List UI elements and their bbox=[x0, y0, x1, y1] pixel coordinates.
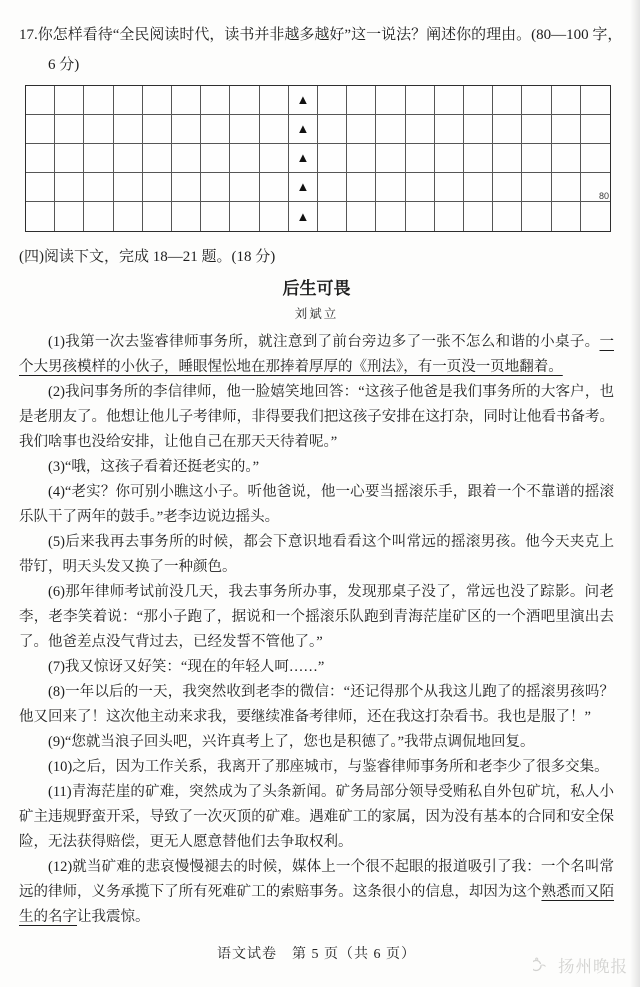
paragraph-text: (5)后来我再去事务所的时候，都会下意识地看看这个叫常远的摇滚男孩。他今天夹克上带钉，明天头发又换了一种颜色。 bbox=[19, 534, 614, 575]
passage-paragraphs bbox=[19, 330, 614, 930]
grid-cell bbox=[522, 202, 551, 231]
grid-cell bbox=[230, 144, 259, 173]
grid-cell bbox=[464, 86, 493, 115]
grid-cell bbox=[435, 86, 464, 115]
grid-cell bbox=[84, 115, 113, 144]
grid-cell bbox=[552, 115, 581, 144]
passage-paragraph bbox=[19, 580, 614, 655]
grid-cell bbox=[522, 115, 551, 144]
grid-cell bbox=[493, 202, 522, 231]
grid-cell bbox=[376, 202, 405, 231]
grid-cell bbox=[143, 173, 172, 202]
grid-cell bbox=[464, 115, 493, 144]
underlined-phrase: 一个大男孩模样的小伙子，睡眼惺忪地在那捧着厚厚的《刑法》，有一页没一页地翻着。 bbox=[19, 334, 614, 375]
grid-cell bbox=[26, 173, 55, 202]
grid-cell bbox=[172, 144, 201, 173]
grid-cell bbox=[260, 86, 289, 115]
grid-cell bbox=[201, 115, 230, 144]
grid-cell bbox=[201, 144, 230, 173]
grid-cell bbox=[493, 144, 522, 173]
grid-cell bbox=[522, 173, 551, 202]
section-4-heading: (四)阅读下文，完成 18—21 题。(18 分) bbox=[19, 249, 276, 265]
passage-paragraph bbox=[19, 480, 614, 530]
grid-cell bbox=[347, 202, 376, 231]
passage-title: 后生可畏 bbox=[282, 279, 351, 298]
grid-cell bbox=[347, 86, 376, 115]
question-17-text-line2: 6 分) bbox=[48, 57, 80, 73]
grid-cell bbox=[143, 202, 172, 231]
grid-cell bbox=[318, 202, 347, 231]
grid-cell bbox=[464, 144, 493, 173]
grid-cell bbox=[201, 202, 230, 231]
grid-cell bbox=[493, 86, 522, 115]
grid-cell bbox=[114, 202, 143, 231]
grid-cell bbox=[318, 173, 347, 202]
grid-center-marker-cell: ▲ bbox=[289, 202, 318, 231]
grid-cell bbox=[172, 86, 201, 115]
paragraph-text: (7)我又惊讶又好笑：“现在的年轻人呵……” bbox=[48, 659, 325, 675]
grid-cell bbox=[55, 86, 84, 115]
paragraph-text: (2)我问事务所的李信律师，他一脸嬉笑地回答：“这孩子他爸是我们事务所的大客户，也是老朋友了。他想让他儿子考律师，非得要我们把这孩子安排在这打杂，同时让他看书备考。我们啥事也没给安排，让他自己在那天天待着呢。” bbox=[19, 384, 614, 450]
grid-cell bbox=[552, 173, 581, 202]
grid-cell bbox=[230, 86, 259, 115]
paragraph-text: (11)青海茫崖的矿难，突然成为了头条新闻。矿务局部分领导受贿私自外包矿坑，私人小矿主违规野蛮开采，导致了一次灭顶的矿难。遇难矿工的家属，因为没有基本的合同和安全保险，无法获得赔偿，更无人愿意替他们去争取权利。 bbox=[19, 784, 614, 850]
paragraph-text: (6)那年律师考试前没几天，我去事务所办事，发现那桌子没了，常远也没了踪影。问老李，老李笑着说：“那小子跑了，据说和一个摇滚乐队跑到青海茫崖矿区的一个酒吧里演出去了。他爸差点没气背过去，已经发誓不管他了。” bbox=[19, 584, 614, 650]
grid-center-marker-cell: ▲ bbox=[289, 86, 318, 115]
grid-cell bbox=[26, 144, 55, 173]
grid-cell bbox=[406, 86, 435, 115]
grid-cell bbox=[55, 115, 84, 144]
grid-cell bbox=[581, 173, 610, 202]
grid-cell bbox=[376, 173, 405, 202]
grid-cell bbox=[143, 115, 172, 144]
grid-cell bbox=[376, 144, 405, 173]
grid-cell bbox=[552, 144, 581, 173]
answer-grid bbox=[25, 85, 611, 232]
grid-cell bbox=[84, 173, 113, 202]
grid-cell bbox=[435, 173, 464, 202]
underlined-phrase: 熟悉而又陌生的名字 bbox=[19, 884, 615, 925]
grid-cell bbox=[435, 202, 464, 231]
grid-cell bbox=[260, 202, 289, 231]
watermark-text: 扬州晚报 bbox=[558, 958, 628, 976]
grid-cell bbox=[84, 86, 113, 115]
paragraph-text: (12)就当矿难的悲哀慢慢褪去的时候，媒体上一个很不起眼的报道吸引了我：一个名叫常远的律师，义务承揽下了所有死难矿工的索赔事务。这条很小的信息，却因为这个 bbox=[19, 859, 614, 900]
grid-cell bbox=[435, 115, 464, 144]
grid-cell bbox=[26, 202, 55, 231]
grid-cell bbox=[406, 173, 435, 202]
grid-cell bbox=[114, 144, 143, 173]
watermark bbox=[533, 953, 628, 977]
grid-cell bbox=[114, 115, 143, 144]
passage-paragraph bbox=[19, 780, 614, 855]
passage-paragraph bbox=[19, 380, 614, 455]
grid-cell bbox=[318, 115, 347, 144]
grid-cell bbox=[84, 144, 113, 173]
grid-cell bbox=[464, 173, 493, 202]
grid-cell bbox=[376, 115, 405, 144]
grid-cell bbox=[230, 202, 259, 231]
paragraph-text: (3)“哦，这孩子看着还挺老实的。” bbox=[48, 459, 260, 475]
grid-cell bbox=[318, 144, 347, 173]
grid-cell bbox=[493, 115, 522, 144]
grid-cell bbox=[260, 115, 289, 144]
grid-cell bbox=[260, 144, 289, 173]
grid-cell bbox=[201, 86, 230, 115]
grid-cell bbox=[581, 144, 610, 173]
grid-cell bbox=[406, 202, 435, 231]
grid-cell bbox=[172, 115, 201, 144]
grid-cell bbox=[552, 202, 581, 231]
grid-cell bbox=[522, 86, 551, 115]
page-footer-label: 语文试卷 第 5 页（共 6 页） bbox=[217, 947, 416, 962]
grid-cell bbox=[26, 86, 55, 115]
grid-cell bbox=[230, 173, 259, 202]
grid-cell bbox=[26, 115, 55, 144]
grid-cell bbox=[114, 173, 143, 202]
grid-cell bbox=[347, 115, 376, 144]
paragraph-text: (1)我第一次去鉴睿律师事务所，就注意到了前台旁边多了一张不怎么和谐的小桌子。 bbox=[48, 334, 600, 350]
passage-paragraph bbox=[19, 730, 614, 755]
grid-cell bbox=[201, 173, 230, 202]
grid-cell bbox=[172, 173, 201, 202]
passage-author: 刘斌立 bbox=[294, 307, 339, 321]
yangzhou-evening-news-logo-icon bbox=[533, 956, 555, 974]
grid-cell bbox=[406, 144, 435, 173]
grid-cell bbox=[143, 144, 172, 173]
grid-cell bbox=[230, 115, 259, 144]
grid-center-marker-cell: ▲ bbox=[289, 173, 318, 202]
grid-cell bbox=[435, 144, 464, 173]
grid-cell bbox=[84, 202, 113, 231]
paragraph-text: (10)之后，因为工作关系，我离开了那座城市，与鉴睿律师事务所和老李少了很多交集。 bbox=[48, 759, 609, 775]
grid-cell bbox=[347, 144, 376, 173]
grid-cell bbox=[464, 202, 493, 231]
passage-paragraph bbox=[19, 330, 614, 380]
paragraph-text: (4)“老实？你可别小瞧这小子。听他爸说，他一心要当摇滚乐手，跟着一个不靠谱的摇滚乐队干了两年的鼓手。”老李边说边摇头。 bbox=[19, 484, 614, 525]
grid-cell bbox=[347, 173, 376, 202]
grid-cell bbox=[318, 86, 347, 115]
grid-cell bbox=[55, 173, 84, 202]
grid-cell bbox=[493, 173, 522, 202]
grid-cell bbox=[376, 86, 405, 115]
grid-cell bbox=[406, 115, 435, 144]
grid-center-marker-cell: ▲ bbox=[289, 144, 318, 173]
grid-cell bbox=[114, 86, 143, 115]
passage-paragraph bbox=[19, 755, 614, 780]
grid-cell bbox=[55, 144, 84, 173]
question-17-text-line1: 17.你怎样看待“全民阅读时代，读书并非越多越好”这一说法？阐述你的理由。(80—100 字， bbox=[19, 27, 623, 43]
passage-paragraph bbox=[19, 455, 614, 480]
grid-cell bbox=[172, 202, 201, 231]
grid-cell bbox=[581, 202, 610, 231]
grid-cell bbox=[143, 86, 172, 115]
paragraph-text: (8)一年以后的一天，我突然收到老李的微信：“还记得那个从我这儿跑了的摇滚男孩吗？他又回来了！这次他主动来求我，要继续准备考律师，还在我这打杂看书。我也是服了！” bbox=[19, 684, 614, 725]
grid-cell bbox=[260, 173, 289, 202]
grid-cell bbox=[581, 115, 610, 144]
grid-center-marker-cell: ▲ bbox=[289, 115, 318, 144]
grid-cell bbox=[581, 86, 610, 115]
passage-paragraph bbox=[19, 655, 614, 680]
paragraph-text: 让我震惊。 bbox=[77, 909, 150, 925]
grid-cell bbox=[522, 144, 551, 173]
passage-paragraph bbox=[19, 855, 614, 930]
answer-grid-wrap bbox=[25, 85, 612, 232]
passage-paragraph bbox=[19, 680, 614, 730]
passage-paragraph bbox=[19, 530, 614, 580]
word-count-80-label: 80 bbox=[598, 191, 609, 201]
grid-cell bbox=[55, 202, 84, 231]
grid-cell bbox=[552, 86, 581, 115]
paragraph-text: (9)“您就当浪子回头吧，兴许真考上了，您也是积德了。”我带点调侃地回复。 bbox=[48, 734, 535, 750]
